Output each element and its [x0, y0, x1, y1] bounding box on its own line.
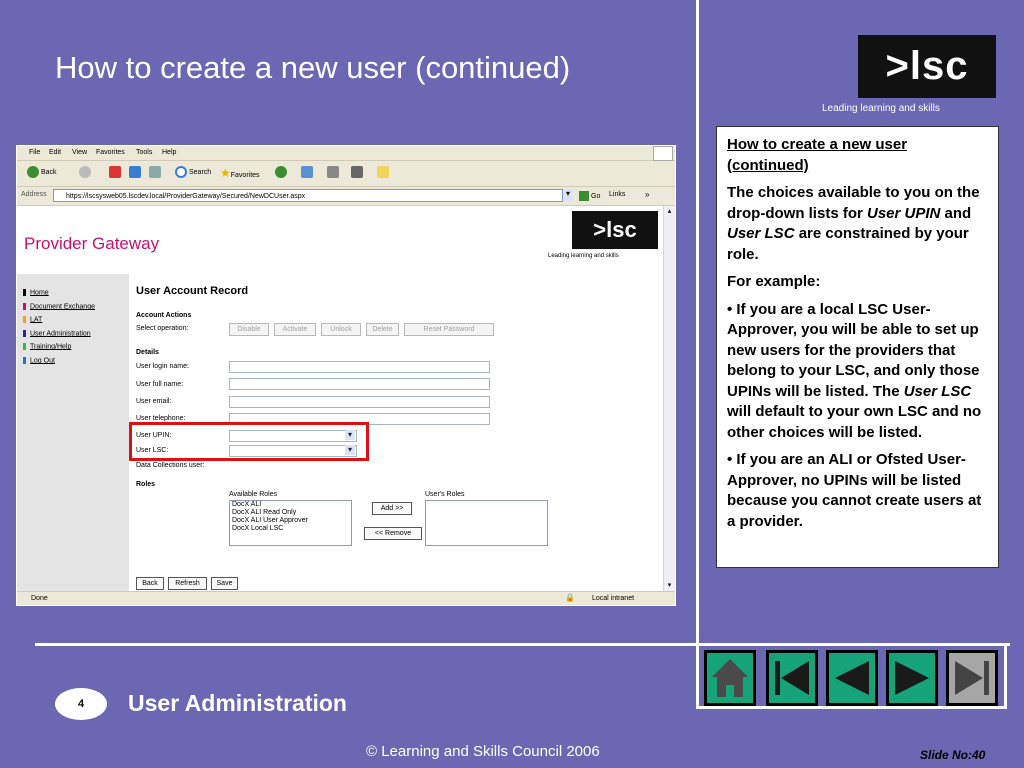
menu-edit[interactable]: Edit	[49, 149, 62, 156]
page-lsc-logo: >lsc	[572, 211, 658, 249]
available-roles-label: Available Roles	[229, 491, 278, 498]
reset-password-button[interactable]: Reset Password	[404, 323, 494, 336]
triangle-left-icon	[829, 653, 875, 703]
scroll-up-icon[interactable]: ▴	[667, 208, 672, 215]
divider-horizontal	[35, 643, 1010, 646]
stop-button[interactable]	[109, 166, 123, 180]
star-icon: ★	[220, 166, 231, 180]
lock-icon: 🔒	[565, 593, 575, 602]
menu-help[interactable]: Help	[162, 149, 177, 156]
details-heading: Details	[136, 349, 159, 356]
address-dropdown-icon[interactable]: ▾	[563, 189, 573, 202]
data-collections-label: Data Collections user:	[136, 462, 205, 468]
edit-page-icon	[351, 166, 363, 178]
note-icon	[377, 166, 389, 178]
previous-slide-button[interactable]	[826, 650, 878, 706]
role-item[interactable]: DocX Local LSC	[232, 525, 284, 532]
highlight-box	[129, 422, 369, 461]
full-name-label: User full name:	[136, 381, 184, 388]
telephone-label: User telephone:	[136, 415, 186, 422]
add-role-button[interactable]: Add >>	[372, 502, 412, 515]
remove-role-button[interactable]: << Remove	[364, 527, 422, 540]
home-button[interactable]	[704, 650, 756, 706]
forward-arrow-icon	[79, 166, 91, 178]
left-navigation	[17, 274, 129, 591]
next-slide-button[interactable]	[886, 650, 938, 706]
nav-home[interactable]: Home	[23, 289, 49, 296]
printer-icon	[327, 166, 339, 178]
delete-button[interactable]: Delete	[366, 323, 399, 336]
divider-nav-right	[1004, 643, 1007, 709]
back-arrow-icon	[27, 166, 39, 178]
skip-forward-icon	[949, 653, 995, 703]
menu-view[interactable]: View	[72, 149, 88, 156]
nav-marker-icon	[23, 343, 26, 350]
users-roles-list[interactable]	[425, 500, 548, 546]
search-button[interactable]: Search	[175, 166, 211, 180]
history-button[interactable]	[275, 166, 289, 180]
web-page	[17, 206, 663, 591]
stop-icon	[109, 166, 121, 178]
browser-menubar	[17, 146, 675, 161]
menu-tools[interactable]: Tools	[136, 149, 153, 156]
favorites-button[interactable]: ★Favorites	[220, 166, 260, 180]
roles-heading: Roles	[136, 481, 156, 488]
copyright-text: © Learning and Skills Council 2006	[366, 743, 600, 760]
divider-vertical	[696, 0, 699, 708]
mail-icon	[301, 166, 313, 178]
email-input[interactable]	[229, 396, 490, 408]
panel-paragraph-1: The choices available to you on the drop-down lists for User UPIN and User LSC are constrained by your role.	[727, 184, 980, 263]
available-roles-list[interactable]	[229, 500, 352, 546]
history-icon	[275, 166, 287, 178]
address-bar	[17, 187, 675, 206]
divider-nav-bottom	[696, 706, 1006, 709]
panel-paragraph-4: • If you are an ALI or Ofsted User-Approver, no UPINs will be listed because you cannot create users at a provider.	[727, 451, 982, 530]
nav-log-out[interactable]: Log Out	[23, 357, 55, 364]
forward-button[interactable]	[79, 166, 93, 180]
panel-paragraph-2: For example:	[727, 273, 821, 290]
nav-marker-icon	[23, 330, 26, 337]
refresh-page-button[interactable]: Refresh	[168, 577, 207, 590]
menu-favorites[interactable]: Favorites	[96, 149, 125, 156]
house-icon	[707, 653, 753, 703]
disable-button[interactable]: Disable	[229, 323, 269, 336]
section-number-badge: 4	[55, 688, 107, 720]
save-button[interactable]: Save	[211, 577, 238, 590]
nav-document-exchange[interactable]: Document Exchange	[23, 303, 95, 310]
panel-paragraph-3: • If you are a local LSC User-Approver, you will be able to set up new users for the providers that belong to your LSC, and only those UPINs will be listed. The User LSC will default to your own LSC and no other choices will be listed.	[727, 300, 982, 441]
provider-gateway-title: Provider Gateway	[24, 234, 160, 253]
refresh-button[interactable]	[129, 166, 143, 180]
print-button[interactable]	[327, 166, 341, 180]
panel-heading: How to create a new user (continued)	[727, 136, 908, 174]
login-name-label: User login name:	[136, 363, 189, 370]
nav-lat[interactable]: LAT	[23, 316, 42, 323]
nav-marker-icon	[23, 289, 26, 296]
mail-button[interactable]	[301, 166, 315, 180]
browser-statusbar	[17, 591, 675, 606]
first-slide-button[interactable]	[766, 650, 818, 706]
back-page-button[interactable]: Back	[136, 577, 164, 590]
role-item[interactable]: DocX ALI Read Only	[232, 509, 297, 516]
status-done: Done	[31, 595, 48, 602]
notes-button[interactable]	[377, 166, 391, 180]
status-zone: Local intranet	[592, 595, 635, 602]
triangle-right-icon	[889, 653, 935, 703]
email-label: User email:	[136, 398, 172, 405]
address-input[interactable]: https://lscsysweb05.lscdev.local/ProviderGateway/Secured/NewDCUser.aspx	[53, 189, 563, 202]
refresh-icon	[129, 166, 141, 178]
page-scrollbar[interactable]	[663, 206, 676, 591]
login-name-input[interactable]	[229, 361, 490, 373]
form-heading: User Account Record	[136, 285, 249, 297]
section-title: User Administration	[128, 690, 347, 716]
activate-button[interactable]: Activate	[274, 323, 316, 336]
back-button[interactable]: Back	[27, 166, 57, 180]
lsc-logo: >lsc	[858, 35, 996, 98]
unlock-button[interactable]: Unlock	[321, 323, 361, 336]
upin-label: User UPIN:	[136, 432, 172, 439]
address-label: Address	[21, 191, 47, 198]
users-roles-label: User's Roles	[425, 491, 465, 498]
full-name-input[interactable]	[229, 378, 490, 390]
menu-file[interactable]: File	[29, 149, 41, 156]
edit-button[interactable]	[351, 166, 365, 180]
browser-toolbar	[17, 161, 675, 187]
page-lsc-tagline: Leading learning and skills	[548, 253, 619, 259]
nav-user-administration[interactable]: User Administration	[23, 330, 91, 337]
go-arrow-icon	[579, 191, 589, 201]
go-button[interactable]: Go	[565, 191, 600, 201]
home-toolbar-button[interactable]	[149, 166, 163, 180]
nav-training-help[interactable]: Training/Help	[23, 343, 71, 350]
slide-title: How to create a new user (continued)	[55, 50, 571, 85]
last-slide-button[interactable]	[946, 650, 998, 706]
links-button[interactable]: Links	[609, 191, 626, 198]
account-actions-heading: Account Actions	[136, 312, 192, 319]
search-icon	[175, 166, 187, 178]
select-operation-label: Select operation:	[136, 325, 189, 332]
slide-number: Slide No:40	[920, 748, 986, 762]
role-item[interactable]: DocX ALI User Approver	[232, 517, 308, 524]
house-icon	[149, 166, 161, 178]
links-overflow-icon[interactable]: »	[645, 190, 650, 199]
lsc-logo-tagline: Leading learning and skills	[822, 103, 940, 114]
windows-flag-icon	[653, 146, 673, 161]
scroll-down-icon[interactable]: ▾	[667, 582, 672, 589]
nav-marker-icon	[23, 357, 26, 364]
role-item[interactable]: DocX ALI	[232, 501, 262, 508]
nav-marker-icon	[23, 316, 26, 323]
explanation-panel	[716, 126, 999, 568]
lsc-label: User LSC:	[136, 447, 169, 454]
browser-screenshot	[16, 145, 676, 606]
skip-back-icon	[769, 653, 815, 703]
nav-marker-icon	[23, 303, 26, 310]
